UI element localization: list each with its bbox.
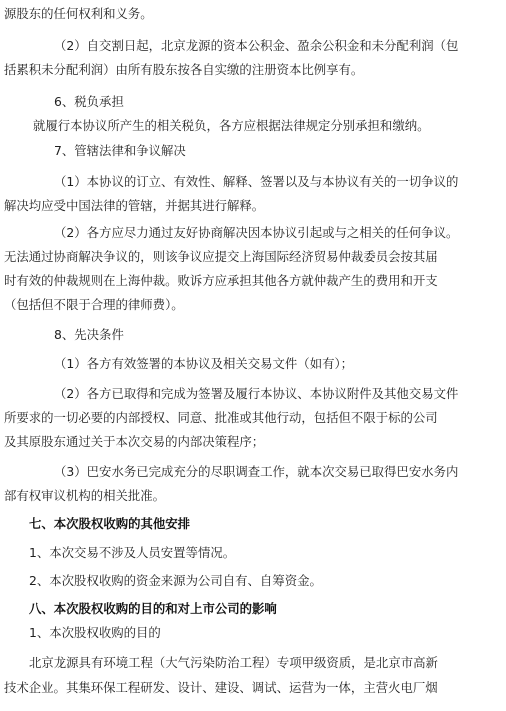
chapter-heading: 七、本次股权收购的其他安排 [29,516,191,531]
paragraph-line: 时有效的仲裁规则在上海仲裁。败诉方应承担其他各方就仲裁产生的费用和开支 [4,273,438,288]
paragraph-line: 源股东的任何权利和义务。 [4,6,153,21]
paragraph-line: 无法通过协商解决争议的，则该争议应提交上海国际经济贸易仲裁委员会按其届 [4,249,438,264]
section-heading: 1、本次股权收购的目的 [29,625,161,640]
paragraph-line: （1）本协议的订立、有效性、解释、签署以及与本协议有关的一切争议的 [54,174,459,189]
paragraph-line: 1、本次交易不涉及人员安置等情况。 [29,545,236,560]
paragraph-line: （包括但不限于合理的律师费）。 [4,297,184,312]
chapter-heading: 八、本次股权收购的目的和对上市公司的影响 [29,601,277,616]
section-heading: 7、管辖法律和争议解决 [54,143,186,158]
paragraph-line: 就履行本协议所产生的相关税负，各方应根据法律规定分别承担和缴纳。 [33,118,430,133]
paragraph-line: 北京龙源具有环境工程（大气污染防治工程）专项甲级资质，是北京市高新 [29,655,438,670]
paragraph-line: （1）各方有效签署的本协议及相关交易文件（如有）； [54,356,354,371]
paragraph-line: 所要求的一切必要的内部授权、同意、批准或其他行动，包括但不限于标的公司 [4,410,438,425]
paragraph-line: （2）各方应尽力通过友好协商解决因本协议引起或与之相关的任何争议。 [54,225,459,240]
paragraph-line: 解决均应受中国法律的管辖，并据其进行解释。 [4,198,265,213]
paragraph-line: （2）各方已取得和完成为签署及履行本协议、本协议附件及其他交易文件 [54,386,459,401]
paragraph-line: 及其原股东通过关于本次交易的内部决策程序； [4,434,265,449]
paragraph-line: 括累积未分配利润）由所有股东按各自实缴的注册资本比例享有。 [4,62,364,77]
paragraph-line: 2、本次股权收购的资金来源为公司自有、自筹资金。 [29,573,322,588]
section-heading: 6、税负承担 [54,94,124,109]
paragraph-line: 部有权审议机构的相关批准。 [4,488,166,503]
section-heading: 8、先决条件 [54,327,124,342]
paragraph-line: （3）巴安水务已完成充分的尽职调查工作，就本次交易已取得巴安水务内 [54,464,459,479]
paragraph-line: （2）自交割日起，北京龙源的资本公积金、盈余公积金和未分配利润（包 [54,38,459,53]
paragraph-line: 技术企业。其集环保工程研发、设计、建设、调试、运营为一体，主营火电厂烟 [4,680,438,695]
